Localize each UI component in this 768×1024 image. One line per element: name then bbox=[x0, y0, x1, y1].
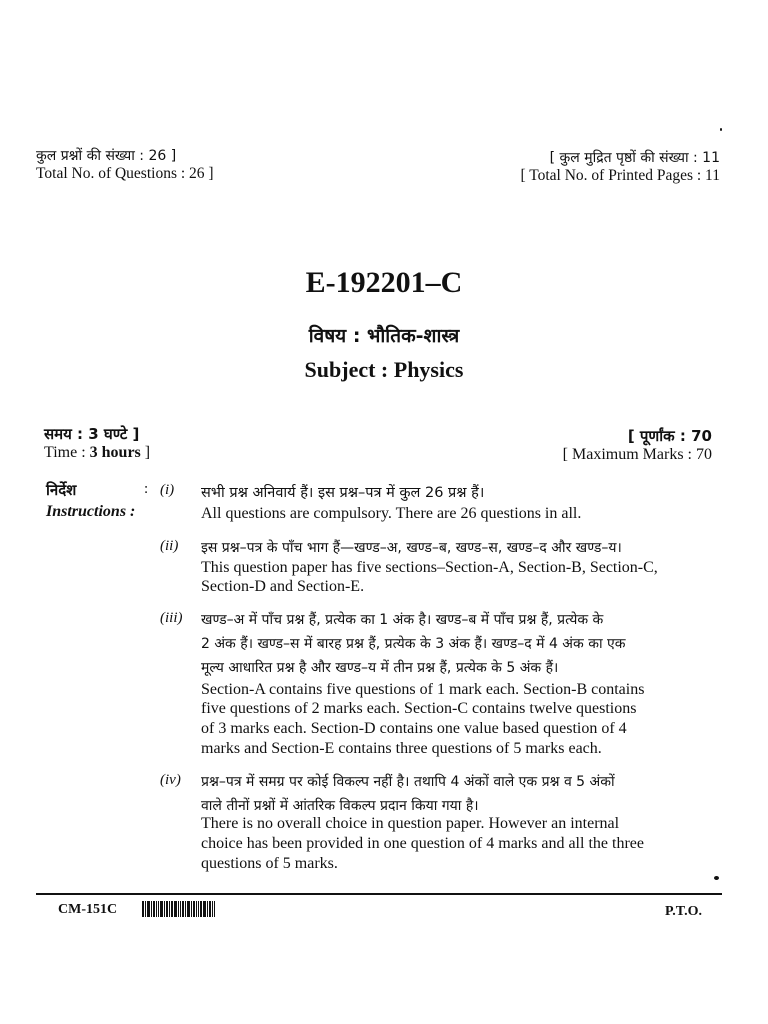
instruction-num-iv: (iv) bbox=[160, 772, 181, 788]
total-pages-en: [ Total No. of Printed Pages : 11 bbox=[520, 167, 720, 184]
instruction-iii-hindi-line3: मूल्य आधारित प्रश्न है और खण्ड–य में तीन प्रश्न हैं, प्रत्येक के 5 अंक हैं। bbox=[201, 660, 559, 676]
instruction-iii-hindi-line2: 2 अंक हैं। खण्ड–स में बारह प्रश्न हैं, प्रत्येक के 3 अंक हैं। खण्ड–द में 4 अंक का एक bbox=[201, 636, 626, 652]
subject-english: Subject : Physics bbox=[304, 357, 464, 382]
paper-code: E-192201–C bbox=[305, 266, 463, 299]
time-hindi: समय : 3 घण्टे ] bbox=[44, 425, 140, 443]
instruction-i-english: All questions are compulsory. There are 26 questions in all. bbox=[201, 505, 582, 522]
instruction-iv-hindi-line1: प्रश्न–पत्र में समग्र पर कोई विकल्प नहीं है। तथापि 4 अंकों वाले एक प्रश्न व 5 अंकों bbox=[201, 774, 615, 790]
max-marks-hindi: [ पूर्णांक : 70 bbox=[627, 427, 712, 445]
instruction-iii-english-line2: five questions of 2 marks each. Section-C contains twelve questions bbox=[201, 700, 637, 717]
footer-code: CM-151C bbox=[58, 902, 118, 917]
instruction-num-i: (i) bbox=[160, 482, 175, 498]
instruction-iv-hindi-line2: वाले तीनों प्रश्नों में आंतरिक विकल्प प्रदान किया गया है। bbox=[201, 798, 479, 814]
pto-label: P.T.O. bbox=[665, 904, 702, 919]
scan-mark bbox=[720, 128, 722, 131]
total-pages-hi: [ कुल मुद्रित पृष्ठों की संख्या : 11 bbox=[549, 150, 720, 166]
scan-mark bbox=[714, 876, 719, 880]
instruction-iii-english-line4: marks and Section-E contains three questions of 5 marks each. bbox=[201, 740, 602, 757]
instruction-num-iii: (iii) bbox=[160, 610, 183, 626]
subject-hindi: विषय : भौतिक-शास्त्र bbox=[308, 325, 460, 347]
instruction-ii-english-line1: This question paper has five sections–Section-A, Section-B, Section-C, bbox=[201, 559, 658, 576]
total-questions-en: Total No. of Questions : 26 ] bbox=[36, 165, 214, 182]
instruction-iv-english-line3: questions of 5 marks. bbox=[201, 855, 338, 872]
instructions-colon: : bbox=[144, 481, 149, 497]
instruction-i-hindi: सभी प्रश्न अनिवार्य हैं। इस प्रश्न–पत्र में कुल 26 प्रश्न हैं। bbox=[201, 485, 485, 501]
time-english bbox=[44, 444, 150, 462]
instruction-iv-english-line2: choice has been provided in one question of 4 marks and all the three bbox=[201, 835, 644, 852]
instruction-iv-english-line1: There is no overall choice in question paper. However an internal bbox=[201, 815, 620, 832]
max-marks-english: [ Maximum Marks : 70 bbox=[562, 446, 712, 463]
instruction-iii-hindi-line1: खण्ड–अ में पाँच प्रश्न हैं, प्रत्येक का 1 अंक है। खण्ड–ब में पाँच प्रश्न हैं, प्रत्येक के bbox=[201, 612, 604, 628]
footer-divider bbox=[36, 893, 722, 895]
time-close: ] bbox=[140, 444, 151, 461]
instruction-iii-english-line3: of 3 marks each. Section-D contains one value based question of 4 bbox=[201, 720, 627, 737]
instructions-label-hindi: निर्देश bbox=[46, 481, 77, 499]
instruction-iii-english-line1: Section-A contains five questions of 1 mark each. Section-B contains bbox=[201, 681, 645, 698]
time-label: Time : bbox=[44, 444, 90, 461]
instruction-ii-english-line2: Section-D and Section-E. bbox=[201, 578, 365, 595]
barcode-icon bbox=[142, 901, 215, 917]
instruction-ii-hindi: इस प्रश्न–पत्र के पाँच भाग हैं—खण्ड–अ, खण्ड–ब, खण्ड–स, खण्ड–द और खण्ड–य। bbox=[201, 540, 622, 556]
instruction-num-ii: (ii) bbox=[160, 538, 179, 554]
time-value: 3 hours bbox=[89, 444, 141, 461]
instructions-label-english: Instructions : bbox=[46, 503, 136, 520]
total-questions-hi: कुल प्रश्नों की संख्या : 26 ] bbox=[36, 148, 177, 164]
